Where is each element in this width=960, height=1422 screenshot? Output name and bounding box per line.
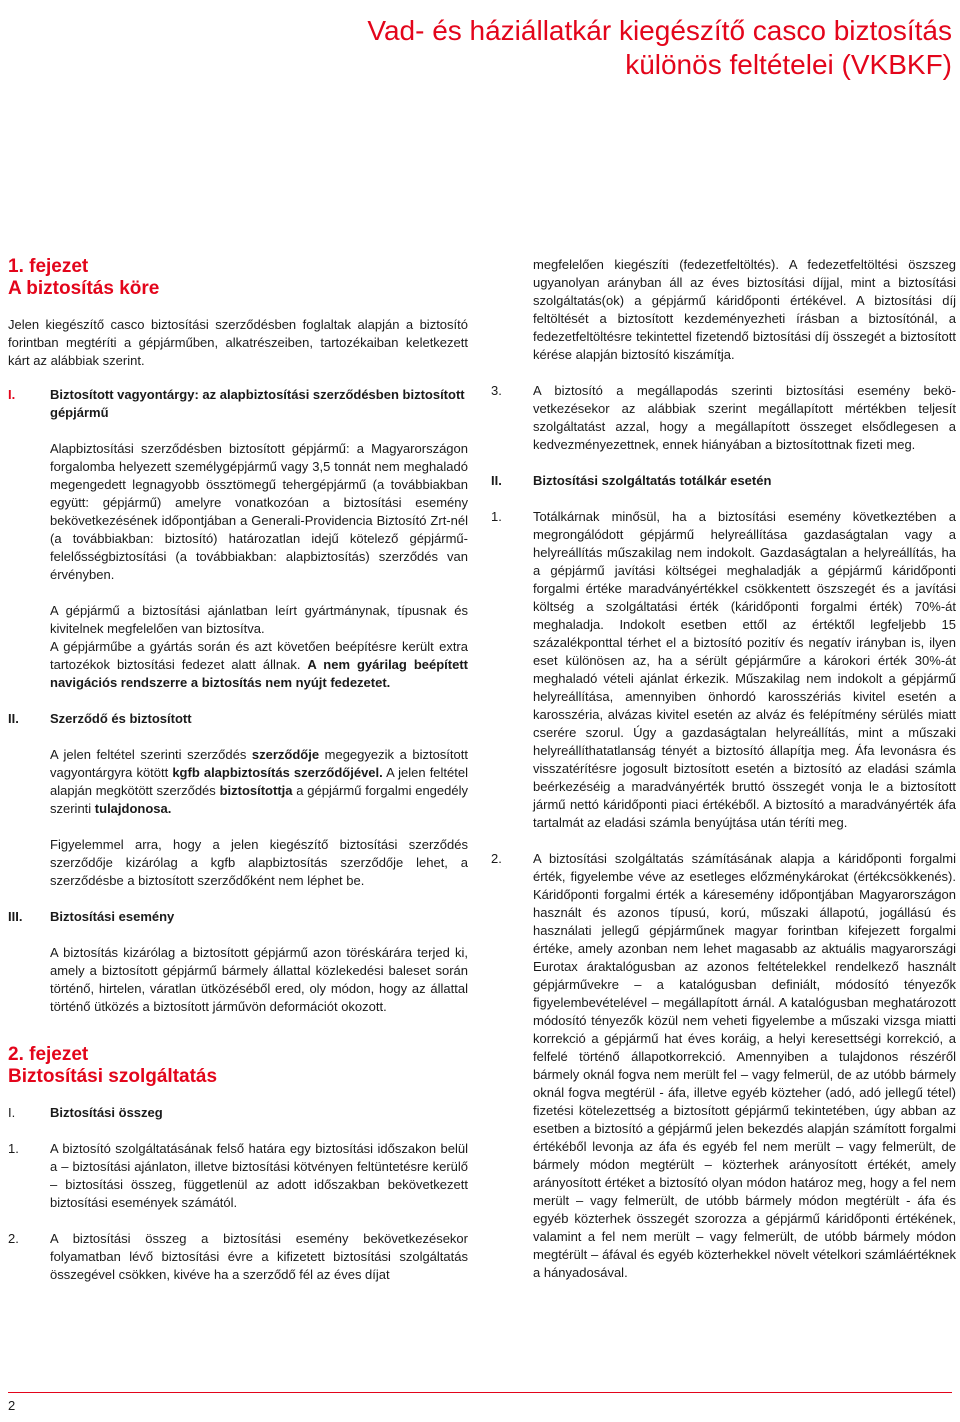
section-I-paragraph1: Alapbiztosítási szerződésben biztosított gépjármű: a Magyarországon forgalomba helyezett személygépjármű vagy 3,5 tonnát nem meghaladó megengedett legnagyobb össztömegű tehergépjármű (a továbbiakban együtt: gépjármű) amelyre vonatkozóan a biztosítási esemény bekövetkezésének időpontjában a Generali-Providencia Biztosító Zrt-nél (a továbbiakban: biztosító) határozatlan idejű kötelező gépjármű-felelősségbiztosítási (a továbbiakban: alapbiztosítás) szerződés van érvényben. [50,441,468,582]
document-title-line2: különös feltételei (VKBKF) [625,49,952,80]
right-column [491,256,956,1282]
list-item-number: 1. [491,509,502,524]
chapter1-intro: Jelen kiegészítő casco biztosítási szerződésben foglaltak alapján a biztosító forintban megtéríti a gépjárműben, alkatrészeiben, tartozékaiban keletkezett kárt az alábbiak szerint. [8,317,468,368]
list-item-number: 2. [8,1231,19,1246]
list-item-text: A biztosító szolgáltatásának felső határa egy biztosítási időszakon belül a – biztosítási ajánlaton, illetve biztosítási kötvényen feltüntetésre kerülő – biztosítási összeg, függetlenül az adott időszakban bekövetkezett biztosítási események számától. [50,1141,468,1210]
section-I-paragraph3 [50,638,468,692]
text-span: a gépjármű forgalmi engedély szerinti [50,783,468,816]
list-item-2 [8,1230,468,1284]
section-I-paragraph3-text: A gépjárműbe a gyártás során és azt követően beépítésre került extra tartozékok biztosítási fedezet alatt állnak. [50,639,468,672]
list-item-indent [491,256,533,364]
chapter2-heading [8,1044,468,1088]
chapter2-section-I-number: I. [8,1105,16,1120]
bold-span: biztosítottja [219,783,293,798]
section-II [8,710,468,890]
document-title [252,14,952,82]
section-III [8,908,468,1016]
list-item-text: A biztosítási összeg a biztosítási esemény bekövetkezésekor folyamatban lévő biztosítási évre a kifizetett biztosítási szolgáltatás összegével csökken, kivéve ha a szerződő fél az éves díjat [50,1231,468,1282]
continued-text: megfelelően kiegészíti (fedezetfeltöltés). A fedezetfeltöltési öszszeg ugyanolyan arányban áll az éves biztosítási díjjal, mint a biztosítási szolgáltatás(ok) a gépjármű káridőponti értékével. A biztosítási díj feltöltését a biztosított kezdeményezheti írásban a biztosítónál, a fedezetfeltöltésre tekintettel fizetendő biztosítási díj összegét a biztosított kérése alapján biztosító kiszámítja. [533,257,956,362]
totalkar-item-1 [491,508,956,832]
chapter1-heading [8,256,468,300]
chapter2-section-II-title: Biztosítási szolgáltatás totálkár esetén [533,473,772,488]
section-III-number: III. [8,909,23,924]
bold-span: szerződője [251,747,320,762]
section-II-paragraph1 [50,746,468,818]
chapter1-number: 1. fejezet [8,256,89,277]
list-item-text: Totálkárnak minősül, ha a biztosítási esemény következtében a megrongálódott gépjármű helyreállítása gazdaságtalan vagy a helyreállítás műszakilag nem indokolt. Gazdaságtalan a helyreállítás, ha a gépjármű javítási költségei meghaladják a gépjármű káridőponti forgalmi értéke maradványértékkel csökkentett öszszegét és a javítási költség a szolgáltatási érték (káridőponti forgalmi érték) 70%-át meghaladja. Indokolt esetben ettől az értéktől legfeljebb 15 százalékponttal térhet el a biztosító pozitív és negatív irányban is, ilyen eset különösen az, ha a sérült gépjárműre a károkori érték 30%-át meghaladó vételi ajánlat érkezik. Műszakilag nem indokolt a gépjármű helyreállítása, amennyiben önhordó karosszériás kivitel esetén a karosszéria, alvázas kivitel esetén az alváz és felépítmény sérülés miatt cserére szorul. Úgy a gazdaságtalan helyreállítás, mint a műszaki helyreállíthatatlanság tényét a biztosító állapítja meg. Áfa levonásra és visszatérítésre jogosult biztosított esetén a biztosító az eladási számla beérkezéséig a maradványérték bruttó összegét vonja le a biztosított jármű nettó káridőponti piaci értékéből. A biztosító a maradványérték áfa tartalmát az eladási számla benyújtása után téríti meg. [533,509,956,830]
chapter2-title: Biztosítási szolgáltatás [8,1066,218,1087]
section-I-paragraph3-bold: A nem gyárilag beépített navigációs rendszerre a biztosítás nem nyújt fedezetet. [50,657,468,690]
chapter2-section-I-title: Biztosítási összeg [50,1105,163,1120]
section-III-title: Biztosítási esemény [50,909,175,924]
bold-span: kgfb alapbiztosítás szerződőjével. [172,765,383,780]
text-span: A jelen feltétel alapján megkötött szerződés [50,765,468,798]
list-item-number: 3. [491,383,502,398]
list-item-number: 1. [8,1141,19,1156]
totalkar-item-2 [491,850,956,1282]
chapter2-number: 2. fejezet [8,1044,89,1065]
page-number: 2 [8,1398,16,1413]
section-II-number: II. [8,711,19,726]
section-I-paragraph2: A gépjármű a biztosítási ajánlatban leírt gyártmánynak, típusnak és kivitelnek megfelelően van biztosítva. [50,603,468,636]
text-span: megegyezik a biztosított vagyontárgyra kötött [50,747,468,780]
text-span: A jelen feltétel szerinti szerződés [50,747,252,762]
section-I-title: Biztosított vagyontárgy: az alapbiztosítási szerződésben biztosított gépjármű [50,387,465,420]
left-column [8,256,468,1284]
section-I [8,386,468,692]
bold-span: tulajdonosa. [94,801,172,816]
chapter2-section-I [8,1104,468,1122]
section-I-number: I. [8,387,16,402]
chapter2-section-II [491,472,956,490]
list-item-number: 2. [491,851,502,866]
section-III-paragraph1: A biztosítás kizárólag a biztosított gépjármű azon töréskárára terjed ki, amely a biztosított gépjármű bármely állattal közlekedési baleset során történő, hirtelen, váratlan ütközéséből ered, oly módon, hogy az állattal történő ütközés a biztosított járművön deformációt okozott. [50,945,468,1014]
section-II-paragraph2: Figyelemmel arra, hogy a jelen kiegészítő biztosítási szerződés szerződője kizárólag a kgfb alapbiztosítás szerződője lehet, a szerződésbe a biztosított szerződőként nem léphet be. [50,837,468,888]
list-item-3 [491,382,956,454]
section-II-title: Szerződő és biztosított [50,711,192,726]
list-item-1 [8,1140,468,1212]
list-item-text: A biztosító a megállapodás szerinti biztosítási esemény bekövetkezésekor az alábbiak szerint megállapított mértékben teljesít szolgáltatást azzal, hogy a megállapított összeget elsődlegesen a kedvezményezettnek, ennek hiányában a biztosítottnak fizeti meg. [533,383,956,452]
chapter2-section-II-number: II. [491,473,502,488]
document-title-line1: Vad- és háziállatkár kiegészítő casco biztosítás [367,15,952,46]
footer-divider [8,1392,952,1393]
continued-paragraph [491,256,956,364]
list-item-text: A biztosítási szolgáltatás számításának alapja a káridőponti forgalmi érték, figyelembe véve az esetleges előzménykárokat (értékcsökkenés). Káridőponti forgalmi érték a káresemény időpontjában Magyarországon használt és azonos típusú, korú, műszaki állapotú, jogállású és használati jellegű gépjárműnek magyar forintban kifejezett forgalmi értéke, amely azonban nem lehet magasabb az aktuális magyarországi Eurotax áraktalógusban az azonos feltételekkel rendelkező használt gépjárművekre – a katalógusban definiált, módosító tényezők figyelembevételével – megállapított árnál. A katalógusban meghatározott módosító tényezők közül nem veheti figyelembe a műszaki vizsga miatti korrekció a gépjármű hat éves koráig, a helyi keresettségi korrekció, a felfelé történő állapotkorrekció. Amennyiben a tulajdonos részéről bármely oknál fogva nem merült fel – vagy felmerül, de az utóbb bármely oknál fogva megtérül - áfa, illetve egyéb közteher (adó, adó jellegű tétel) fizetési kötelezettség a biztosított gépjármű tekintetében, úgy abban az esetben a biztosító a gépjármű jelen bekezdés alapján számított forgalmi értékéből levonja az áfa és egyéb fel nem merült – vagy felmerült, de bármely módon megtérült – közterhek arányosított értékét, amely arányosított értéket a biztosító olyan módon határoz meg, hogy a fel nem merült – vagy felmerült, de utóbb bármely módon megtérült - áfa és egyéb közterhek összegét szorozza a gépjármű káridőponti értékének, valamint a fel nem merült – vagy felmerült, de utóbb bármely módon megtérült – áfával és egyéb közterhekkel növelt vételkori számláértéknek a hányadosával. [533,851,956,1280]
chapter1-title: A biztosítás köre [8,278,160,299]
